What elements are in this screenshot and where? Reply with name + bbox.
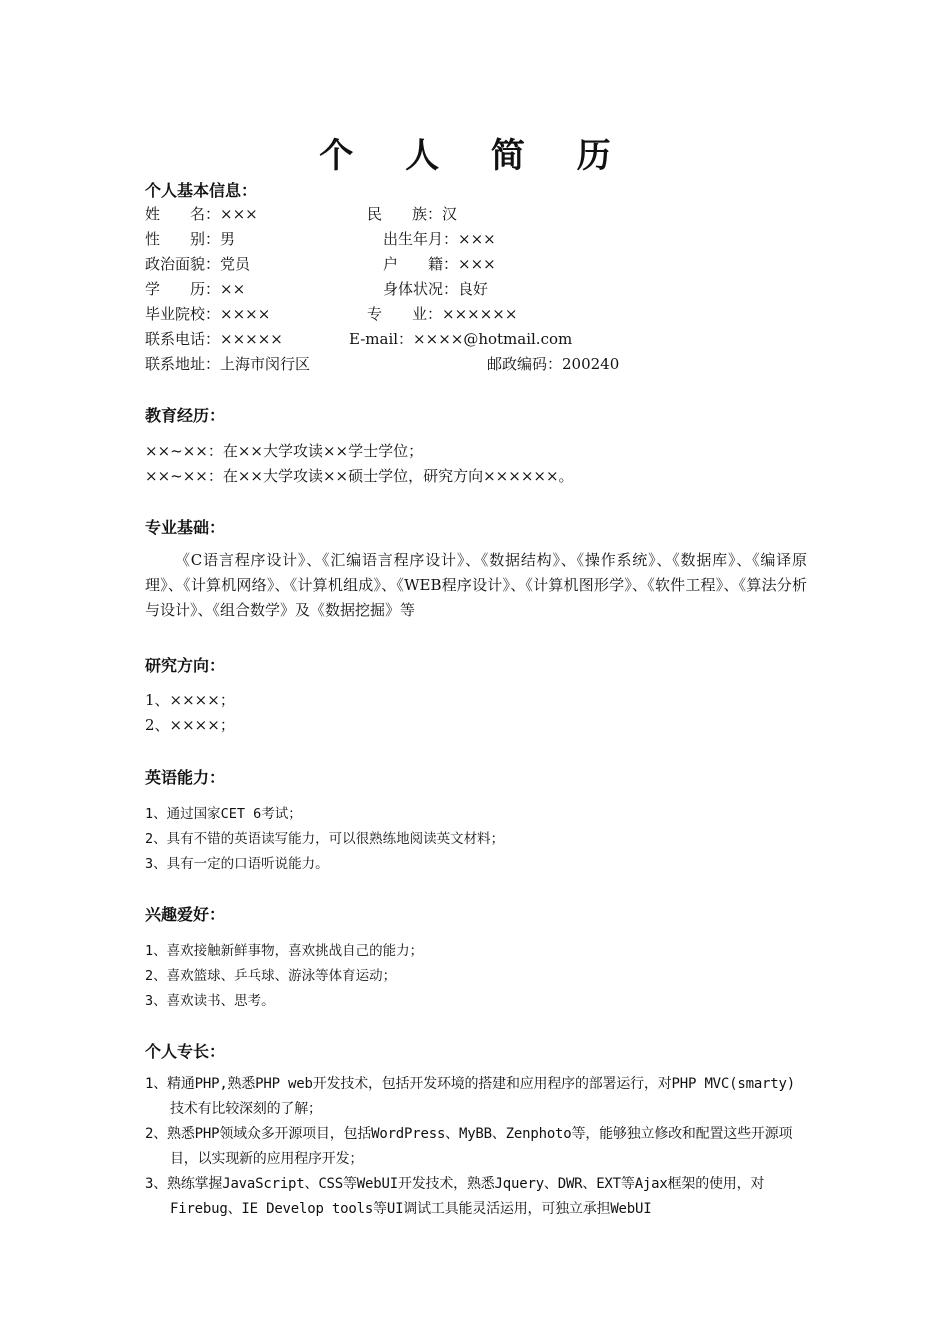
- skill-item: 2、熟悉PHP领域众多开源项目，包括WordPress、MyBB、Zenphoto等，能够独立修改和配置这些开源项目，以实现新的应用程序开发；: [145, 1126, 793, 1167]
- email-field: E-mail：××××@hotmail.com: [349, 330, 573, 348]
- education-heading: 教育经历：: [145, 406, 226, 425]
- skill-item: 1、精通PHP,熟悉PHP web开发技术，包括开发环境的搭建和应用程序的部署运行，对PHP MVC(smarty)技术有比较深刻的了解；: [145, 1076, 795, 1117]
- hukou-field: 户 籍：×××: [383, 255, 496, 273]
- postcode-field: 邮政编码：200240: [487, 355, 620, 373]
- english-heading: 英语能力：: [145, 768, 226, 787]
- hobby-item: 1、喜欢接触新鲜事物，喜欢挑战自己的能力；: [145, 943, 424, 959]
- skills-heading: 个人专长：: [145, 1042, 226, 1061]
- gender-field: 性 别：男: [145, 230, 236, 248]
- research-item: 2、××××；: [145, 716, 235, 734]
- hobby-item: 3、喜欢读书、思考。: [145, 993, 275, 1009]
- skill-item: 3、熟练掌握JavaScript、CSS等WebUI开发技术，熟悉Jquery、DWR、EXT等Ajax框架的使用，对Firebug、IE Develop tools等UI调试工具能灵活运用，可独立承担WebUI: [145, 1176, 765, 1217]
- english-item: 2、具有不错的英语读写能力，可以很熟练地阅读英文材料；: [145, 831, 505, 847]
- english-item: 1、通过国家CET 6考试；: [145, 806, 302, 822]
- politics-field: 政治面貌：党员: [145, 255, 251, 273]
- address-field: 联系地址：上海市闵行区: [145, 355, 311, 373]
- birth-field: 出生年月：×××: [383, 230, 496, 248]
- degree-field: 学 历：××: [145, 280, 246, 298]
- name-field: 姓 名：×××: [145, 205, 258, 223]
- foundation-heading: 专业基础：: [145, 518, 226, 537]
- research-heading: 研究方向：: [145, 656, 226, 675]
- research-item: 1、××××；: [145, 691, 235, 709]
- education-item: ××~××：在××大学攻读××硕士学位，研究方向××××××。: [145, 467, 574, 485]
- phone-field: 联系电话：×××××: [145, 330, 283, 348]
- health-field: 身体状况：良好: [383, 280, 489, 298]
- major-field: 专 业：××××××: [367, 305, 518, 323]
- school-field: 毕业院校：××××: [145, 305, 271, 323]
- hobbies-heading: 兴趣爱好：: [145, 905, 226, 924]
- basic-info-heading: 个人基本信息：: [145, 181, 258, 200]
- foundation-text: 《C语言程序设计》、《汇编语言程序设计》、《数据结构》、《操作系统》、《数据库》、《编译原理》、《计算机网络》、《计算机组成》、《WEB程序设计》、《计算机图形学》、《软件工程》、《算法分析与设计》、《组合数学》及《数据挖掘》等: [145, 551, 807, 619]
- hobby-item: 2、喜欢篮球、乒乓球、游泳等体育运动；: [145, 968, 397, 984]
- resume-title: 个 人 简 历: [319, 136, 631, 176]
- nation-field: 民 族：汉: [367, 205, 458, 223]
- english-item: 3、具有一定的口语听说能力。: [145, 856, 329, 872]
- education-item: ××~××：在××大学攻读××学士学位；: [145, 442, 424, 460]
